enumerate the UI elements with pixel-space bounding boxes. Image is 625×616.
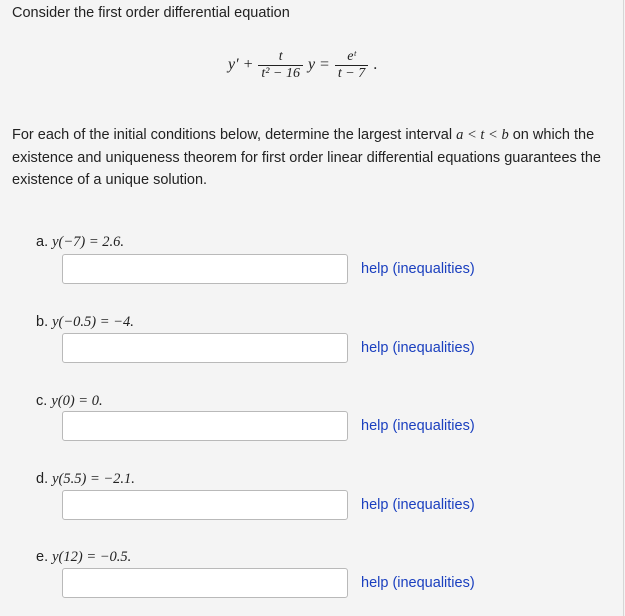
answer-input-c[interactable] (62, 411, 348, 441)
equation-end: . (373, 56, 378, 73)
fraction-coefficient-denominator: t² − 16 (258, 65, 303, 82)
instructions-text (12, 124, 618, 192)
interval-math: a < t < b (456, 127, 509, 143)
answer-input-d[interactable] (62, 490, 348, 520)
answer-input-a[interactable] (62, 254, 348, 284)
problem-c-condition: y(0) = 0. (51, 393, 103, 409)
problem-b-prefix: b. (36, 314, 49, 330)
answer-input-e[interactable] (62, 568, 348, 598)
fraction-coefficient-numerator: t (278, 48, 283, 64)
problem-d-condition: y(5.5) = −2.1. (52, 471, 135, 487)
problem-c-prefix: c. (36, 393, 48, 409)
fraction-forcing-denominator: t − 7 (335, 65, 368, 82)
problem-b (36, 311, 134, 333)
problem-a (36, 231, 124, 253)
problem-c-label (36, 390, 103, 412)
help-link-d[interactable]: help (inequalities) (361, 497, 475, 513)
answer-input-b[interactable] (62, 333, 348, 363)
instructions-after: on which the existence and uniqueness theorem for first order linear differential equations guarantees the existence of a unique solution. (12, 127, 601, 188)
problem-e-prefix: e. (36, 549, 49, 565)
intro-text: Consider the first order differential equation (12, 5, 290, 21)
fraction-forcing (335, 49, 368, 82)
problem-d-label (36, 468, 135, 490)
fraction-forcing-numerator: eᵗ (347, 48, 356, 64)
equation-middle: y = (307, 56, 330, 73)
problem-e (36, 546, 131, 568)
help-link-a[interactable]: help (inequalities) (361, 261, 475, 277)
problem-b-label (36, 311, 134, 333)
problem-b-condition: y(−0.5) = −4. (52, 314, 134, 330)
problem-c (36, 390, 103, 412)
problem-d-prefix: d. (36, 471, 49, 487)
help-link-b[interactable]: help (inequalities) (361, 340, 475, 356)
problem-e-condition: y(12) = −0.5. (52, 549, 132, 565)
instructions-before: For each of the initial conditions below, determine the largest interval (12, 127, 457, 143)
problem-e-label (36, 546, 131, 568)
problem-a-condition: y(−7) = 2.6. (52, 234, 125, 250)
help-link-c[interactable]: help (inequalities) (361, 418, 475, 434)
help-link-e[interactable]: help (inequalities) (361, 575, 475, 591)
problem-a-label (36, 231, 124, 253)
problem-d (36, 468, 135, 490)
problem-a-prefix: a. (36, 234, 49, 250)
fraction-coefficient (258, 49, 303, 82)
equation-lhs: y′ + (228, 56, 254, 73)
differential-equation (226, 40, 379, 90)
